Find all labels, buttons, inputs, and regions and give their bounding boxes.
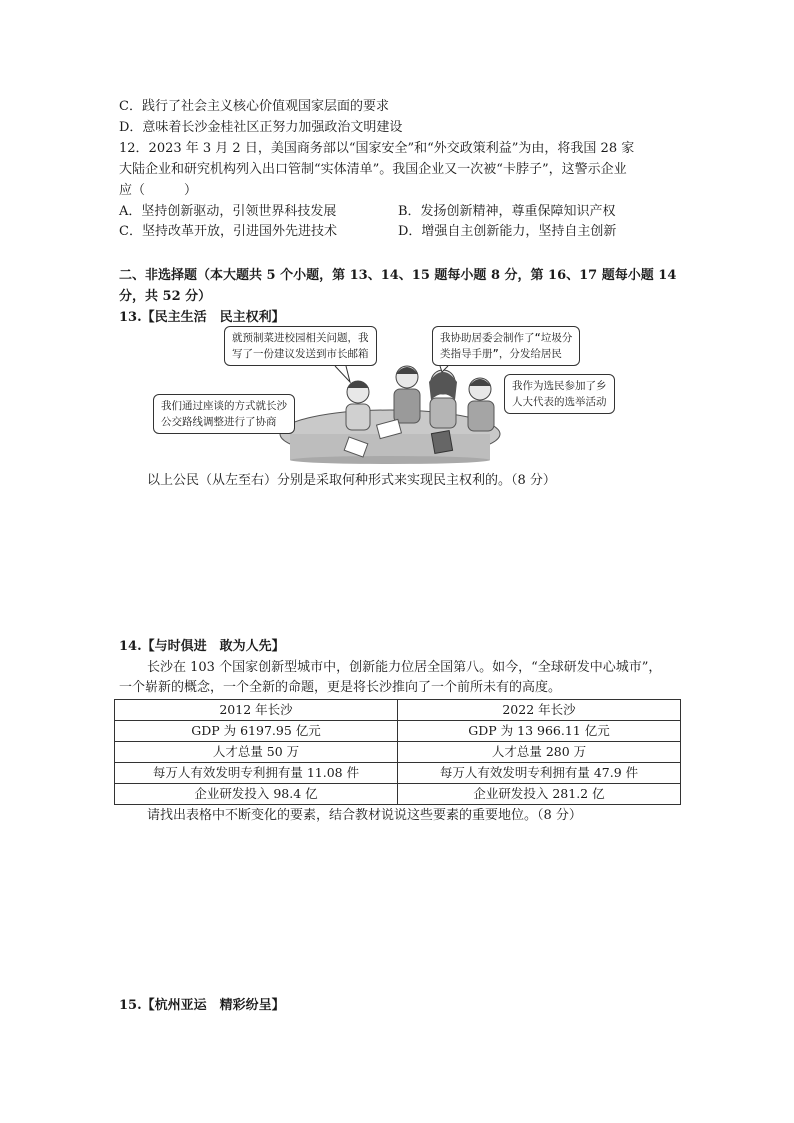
q12-stem-line1: 12．2023 年 3 月 2 日，美国商务部以“国家安全”和“外交政策利益”为由，将我国 28 家 <box>119 141 635 156</box>
q11-option-d: D．意味着长沙金桂社区正努力加强政治文明建设 <box>119 120 403 135</box>
bubble2-line2: 类指导手册”，分发给居民 <box>440 348 562 360</box>
bubble3-line2: 公交路线调整进行了协商 <box>161 416 277 428</box>
q13-question: 以上公民（从左至右）分别是采取何种形式来实现民主权利的。（8 分） <box>147 473 556 488</box>
bubble1-line2: 写了一份建议发送到市长邮箱 <box>232 348 369 360</box>
speech-bubble-4 <box>504 374 615 414</box>
table-cell: 每万人有效发明专利拥有量 47.9 件 <box>398 763 681 784</box>
table-cell: GDP 为 6197.95 亿元 <box>115 721 398 742</box>
speech-bubble-3 <box>153 394 295 434</box>
table-cell: 企业研发投入 98.4 亿 <box>115 784 398 805</box>
bubble3-line1: 我们通过座谈的方式就长沙 <box>161 400 287 412</box>
table-cell: 人才总量 280 万 <box>398 742 681 763</box>
q14-intro-line1: 长沙在 103 个国家创新型城市中，创新能力位居全国第八。如今，“全球研发中心城市”， <box>147 660 662 675</box>
table-cell: 每万人有效发明专利拥有量 11.08 件 <box>115 763 398 784</box>
q14-title: 14.【与时俱进 敢为人先】 <box>119 639 285 654</box>
q13-title: 13.【民主生活 民主权利】 <box>119 310 285 325</box>
q12-stem-line2: 大陆企业和研究机构列入出口管制“实体清单”。我国企业又一次被“卡脖子”，这警示企业 <box>119 162 627 177</box>
bubble1-line1: 就预制菜进校园相关问题，我 <box>232 332 369 344</box>
section2-heading-line2: 分，共 52 分） <box>119 289 212 304</box>
table-row <box>115 721 681 742</box>
table-row <box>115 742 681 763</box>
table-cell: 人才总量 50 万 <box>115 742 398 763</box>
bubble2-line1: 我协助居委会制作了“垃圾分 <box>440 332 573 344</box>
table-header-row <box>115 700 681 721</box>
table-row <box>115 784 681 805</box>
q12-option-a: A．坚持创新驱动，引领世界科技发展 <box>119 204 337 219</box>
table-cell: GDP 为 13 966.11 亿元 <box>398 721 681 742</box>
speech-bubble-2 <box>432 326 580 366</box>
section2-heading-line1: 二、非选择题（本大题共 5 个小题，第 13、14、15 题每小题 8 分，第 16、17 题每小题 14 <box>119 268 677 283</box>
table-header-2022: 2022 年长沙 <box>398 700 681 721</box>
bubble4-line1: 我作为选民参加了乡 <box>512 380 607 392</box>
speech-bubble-1 <box>224 326 377 366</box>
q11-option-c: C．践行了社会主义核心价值观国家层面的要求 <box>119 99 389 114</box>
q13-illustration <box>150 322 650 464</box>
q12-option-c: C．坚持改革开放，引进国外先进技术 <box>119 224 337 239</box>
q15-title: 15.【杭州亚运 精彩纷呈】 <box>119 998 285 1013</box>
table-header-2012: 2012 年长沙 <box>115 700 398 721</box>
q14-comparison-table <box>114 699 681 805</box>
table-cell: 企业研发投入 281.2 亿 <box>398 784 681 805</box>
q14-question: 请找出表格中不断变化的要素，结合教材说说这些要素的重要地位。（8 分） <box>147 808 582 823</box>
q12-option-b: B．发扬创新精神，尊重保障知识产权 <box>398 204 616 219</box>
q12-stem-line3: 应（ ） <box>119 183 198 198</box>
q12-option-d: D．增强自主创新能力，坚持自主创新 <box>398 224 617 239</box>
table-row <box>115 763 681 784</box>
bubble4-line2: 人大代表的选举活动 <box>512 396 607 408</box>
q14-intro-line2: 一个崭新的概念，一个全新的命题，更是将长沙推向了一个前所未有的高度。 <box>119 680 562 695</box>
